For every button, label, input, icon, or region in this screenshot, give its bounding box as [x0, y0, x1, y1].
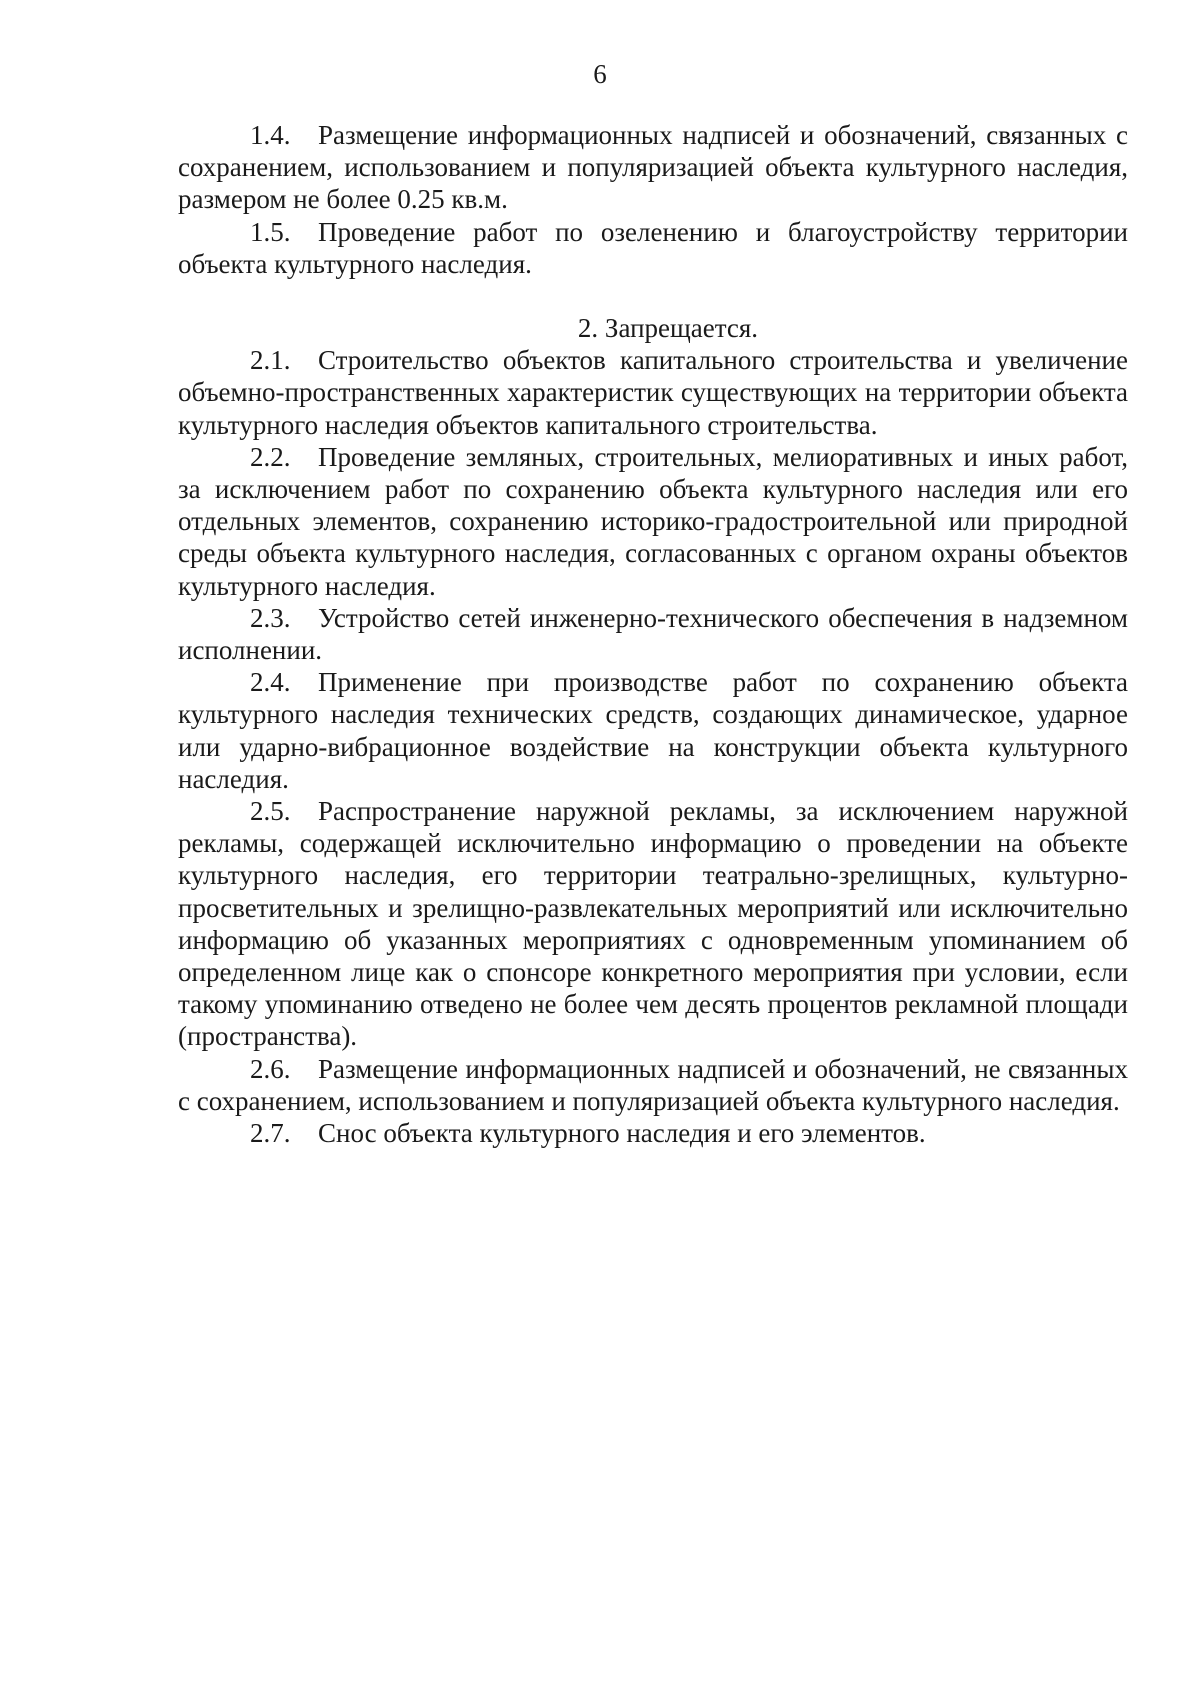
clause-paragraph — [178, 1117, 1128, 1149]
clause-text: Проведение работ по озеленению и благоустройству территории объекта культурного наследия. — [178, 216, 1128, 279]
clause-number: 2.2. — [250, 441, 291, 472]
clause-text: Проведение земляных, строительных, мелиоративных и иных работ, за исключением работ по сохранению объекта культурного наследия или его отдельных элементов, сохранению историко-градостроительной или природной среды объекта культурного наследия, согласованных с органом охраны объектов культурного наследия. — [178, 441, 1128, 601]
section-1-continuation — [178, 119, 1128, 280]
clause-text: Распространение наружной рекламы, за исключением наружной рекламы, содержащей исключительно информацию о проведении на объекте культурного наследия, его территории театрально-зрелищных, культурно-просветительных и зрелищно-развлекательных мероприятий или исключительно информацию об указанных мероприятиях с одновременным упоминанием об определенном лице как о спонсоре конкретного мероприятия при условии, если такому упоминанию отведено не более чем десять процентов рекламной площади (пространства). — [178, 796, 1128, 1052]
clause-paragraph — [178, 119, 1128, 216]
clause-text: Размещение информационных надписей и обозначений, не связанных с сохранением, использованием и популяризацией объекта культурного наследия. — [178, 1053, 1128, 1116]
clause-paragraph — [178, 602, 1128, 666]
clause-text: Устройство сетей инженерно-технического обеспечения в надземном исполнении. — [178, 602, 1128, 666]
clause-number: 2.6. — [250, 1053, 291, 1084]
clause-text: Размещение информационных надписей и обозначений, связанных с сохранением, использованием и популяризацией объекта культурного наследия, размером не более 0.25 кв.м. — [178, 120, 1128, 215]
clause-number: 2.4. — [250, 667, 291, 698]
clause-paragraph — [178, 666, 1128, 795]
clause-paragraph — [178, 344, 1128, 441]
section-2 — [178, 344, 1128, 1149]
clause-paragraph — [178, 795, 1128, 1053]
clause-number: 2.3. — [250, 602, 291, 633]
document-body — [178, 119, 1128, 1149]
section-heading: 2. Запрещается. — [577, 313, 759, 344]
clause-number: 1.4. — [250, 120, 291, 150]
clause-number: 2.5. — [250, 796, 291, 827]
clause-text: Снос объекта культурного наследия и его элементов. — [318, 1118, 926, 1149]
clause-paragraph — [178, 216, 1128, 280]
clause-text: Строительство объектов капитального строительства и увеличение объемно-пространственных характеристик существующих на территории объекта культурного наследия объектов капитального строительства. — [178, 345, 1128, 440]
clause-number: 2.1. — [250, 345, 291, 376]
clause-text: Применение при производстве работ по сохранению объекта культурного наследия технических средств, создающих динамическое, ударное или ударно-вибрационное воздействие на конструкции объекта культурного наследия. — [178, 667, 1128, 794]
clause-paragraph — [178, 1053, 1128, 1117]
page-number: 6 — [593, 59, 607, 89]
clause-number: 1.5. — [250, 216, 291, 247]
clause-number: 2.7. — [250, 1118, 291, 1149]
clause-paragraph — [178, 441, 1128, 602]
